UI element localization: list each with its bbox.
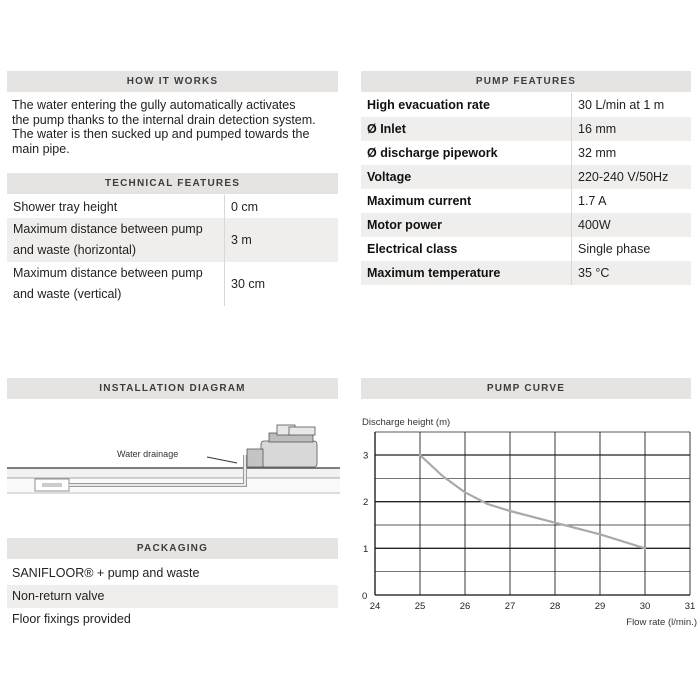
how-it-works-line: the pump thanks to the internal drain detection system. bbox=[12, 112, 316, 127]
pump-feature-label: Maximum current bbox=[367, 194, 472, 208]
x-axis-title: Flow rate (l/min.) bbox=[626, 617, 697, 628]
pump-feature-value: Single phase bbox=[572, 237, 692, 261]
x-tick-label: 25 bbox=[414, 601, 426, 612]
pump-feature-label: Voltage bbox=[361, 165, 572, 189]
table-row bbox=[361, 93, 691, 117]
tech-value: 3 m bbox=[225, 218, 339, 262]
pump-feature-value: 35 °C bbox=[572, 261, 692, 285]
pump-features-header: PUMP FEATURES bbox=[361, 71, 691, 92]
pump-feature-label: Motor power bbox=[361, 213, 572, 237]
table-row bbox=[361, 237, 691, 261]
x-tick-label: 29 bbox=[594, 601, 606, 612]
tech-label bbox=[7, 262, 225, 306]
pump-features-table bbox=[361, 93, 691, 285]
table-row bbox=[361, 117, 691, 141]
tech-label-line: and waste (vertical) bbox=[13, 287, 122, 301]
x-tick-label: 24 bbox=[369, 601, 381, 612]
packaging-header: PACKAGING bbox=[7, 538, 338, 559]
table-row bbox=[361, 141, 691, 165]
table-row bbox=[7, 218, 338, 262]
pump-outlet-elbow bbox=[289, 427, 315, 435]
x-tick-label: 30 bbox=[639, 601, 651, 612]
technical-features-header: TECHNICAL FEATURES bbox=[7, 173, 338, 194]
tech-label bbox=[7, 218, 225, 262]
waste-grate bbox=[42, 483, 62, 487]
tech-value: 30 cm bbox=[225, 262, 339, 306]
x-tick-label: 26 bbox=[459, 601, 471, 612]
list-item: Non-return valve bbox=[7, 585, 338, 608]
pump-feature-value: 30 L/min at 1 m bbox=[572, 93, 692, 117]
how-it-works-text bbox=[12, 98, 342, 156]
how-it-works-line: The water is then sucked up and pumped towards the bbox=[12, 127, 310, 141]
how-it-works-header: HOW IT WORKS bbox=[7, 71, 338, 92]
pump-feature-label: High evacuation rate bbox=[367, 98, 490, 112]
pump-feature-label: Ø Inlet bbox=[361, 117, 572, 141]
pump-curve-header: PUMP CURVE bbox=[361, 378, 691, 399]
pump-feature-value: 220-240 V/50Hz bbox=[572, 165, 692, 189]
table-row bbox=[361, 189, 691, 213]
pump-feature-value: 400W bbox=[572, 213, 692, 237]
pump-feature-label: Ø discharge pipework bbox=[367, 146, 498, 160]
installation-diagram-header: INSTALLATION DIAGRAM bbox=[7, 378, 338, 399]
table-row bbox=[361, 213, 691, 237]
x-tick-label: 27 bbox=[504, 601, 516, 612]
pump-feature-label: Electrical class bbox=[367, 242, 458, 256]
y-tick-label: 1 bbox=[363, 543, 369, 555]
how-it-works-line: The water entering the gully automatically activates bbox=[12, 98, 296, 112]
table-row bbox=[361, 165, 691, 189]
pump-curve-chart bbox=[355, 405, 700, 635]
x-tick-label: 28 bbox=[549, 601, 561, 612]
y-tick-label: 0 bbox=[362, 591, 368, 602]
table-row bbox=[361, 261, 691, 285]
installation-diagram bbox=[7, 405, 340, 530]
pump-feature-value: 1.7 A bbox=[572, 189, 692, 213]
y-tick-label: 3 bbox=[363, 450, 369, 462]
technical-features-table bbox=[7, 195, 338, 306]
list-item: Floor fixings provided bbox=[12, 612, 131, 626]
pump-body bbox=[261, 441, 317, 467]
y-tick-label: 2 bbox=[363, 497, 369, 509]
floor-slab bbox=[7, 468, 340, 478]
y-axis-title: Discharge height (m) bbox=[362, 417, 451, 428]
list-item: SANIFLOOR® + pump and waste bbox=[12, 566, 200, 580]
x-tick-label: 31 bbox=[684, 601, 696, 612]
pump-feature-value: 16 mm bbox=[572, 117, 692, 141]
tech-label-line: and waste (horizontal) bbox=[13, 243, 136, 257]
pump-feature-value: 32 mm bbox=[572, 141, 692, 165]
table-row bbox=[7, 195, 338, 218]
pump-base bbox=[247, 449, 263, 467]
table-row bbox=[7, 262, 338, 306]
how-it-works-line: main pipe. bbox=[12, 141, 70, 156]
tech-label-line: Maximum distance between pump bbox=[13, 222, 203, 236]
water-drainage-label: Water drainage bbox=[117, 449, 179, 459]
pump-feature-label: Maximum temperature bbox=[361, 261, 572, 285]
tech-label-line: Maximum distance between pump bbox=[13, 266, 203, 280]
tech-label: Shower tray height bbox=[13, 199, 118, 214]
drainage-leader-line bbox=[207, 457, 237, 463]
packaging-list bbox=[7, 562, 338, 631]
tech-value: 0 cm bbox=[225, 195, 339, 218]
